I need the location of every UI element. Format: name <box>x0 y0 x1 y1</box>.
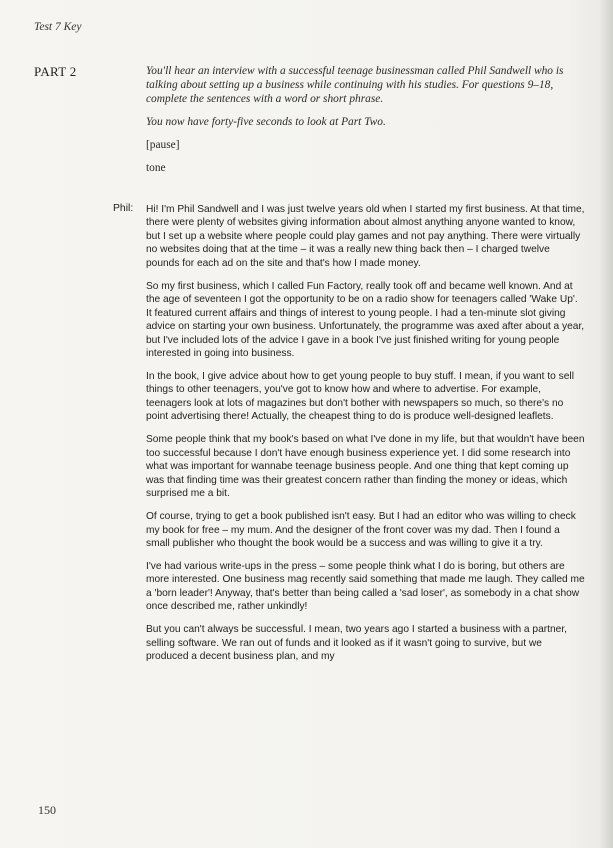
transcript-paragraph: I've had various write-ups in the press – some people think what I do is boring, but others are more interested. One business mag recently said something that made me laugh. They called me a 'born leader'! Anyway, that's better than being called a 'sad loser', as somebody in a chat show once described me, rather unkindly! <box>146 560 585 613</box>
rubric-tone: tone <box>146 162 166 174</box>
transcript-paragraph: Of course, trying to get a book published isn't easy. But I had an editor who was willing to check my book for free – my mum. And the designer of the front cover was my dad. Then I found a small publisher who thought the book would be a success and was willing to give it a try. <box>146 511 576 549</box>
part-heading: PART 2 <box>34 64 77 79</box>
page-number: 150 <box>38 803 56 817</box>
running-head: Test 7 Key <box>34 21 82 33</box>
rubric-pause: [pause] <box>146 139 180 151</box>
transcript-paragraph: Hi! I'm Phil Sandwell and I was just twelve years old when I started my first business. At that time, there were plenty of websites giving information about almost anything anyone wanted to know, but I set up a website where people could play games and not pay anything. There were virtually no websites doing that at the time – it was a really new thing back then – I charged twelve pounds for each ad on the site and that's how I made money. <box>146 204 585 269</box>
transcript-paragraph: But you can't always be successful. I mean, two years ago I started a business with a partner, selling software. We ran out of funds and it looked as if it wasn't going to survive, but we produced a decent business plan, and my <box>146 624 567 663</box>
transcript-paragraph: Some people think that my book's based on what I've done in my life, but that wouldn't have been too successful because I don't have enough business experience yet. I did some research into what was important for wannabe teenage business people. And one thing that kept coming up was that finding time was their greatest concern rather than finding the money or ideas, which surprised me a bit. <box>146 434 585 500</box>
page-edge-shadow <box>599 0 613 848</box>
speaker-label: Phil: <box>113 203 134 214</box>
transcript <box>146 203 586 673</box>
transcript-paragraph: In the book, I give advice about how to get young people to buy stuff. I mean, if you want to sell things to other teenagers, you've got to know how and where to advertise. For example, teenagers look at lots of magazines but don't bother with newspapers so much, so there's no point advertising there! Actually, the cheapest thing to do is produce well-designed leaflets. <box>146 370 574 423</box>
transcript-paragraph: So my first business, which I called Fun Factory, really took off and became well known. And at the age of seventeen I got the opportunity to be on a radio show for teenagers called 'Wake Up'. It featured current affairs and things of interest to young people. I had a ten-minute slot giving advice on starting your own business. Unfortunately, the programme was axed after about a year, but I've included lots of the advice I gave in a book I've just finished writing for young people interested in going into business. <box>146 280 585 360</box>
rubric-instructions: You'll hear an interview with a successful teenage businessman called Phil Sandwell who is talking about setting up a business while continuing with his studies. For questions 9–18, complete the sentences with a word or short phrase. <box>146 65 564 105</box>
rubric-time-note: You now have forty-five seconds to look at Part Two. <box>146 116 386 128</box>
rubric <box>146 64 578 184</box>
